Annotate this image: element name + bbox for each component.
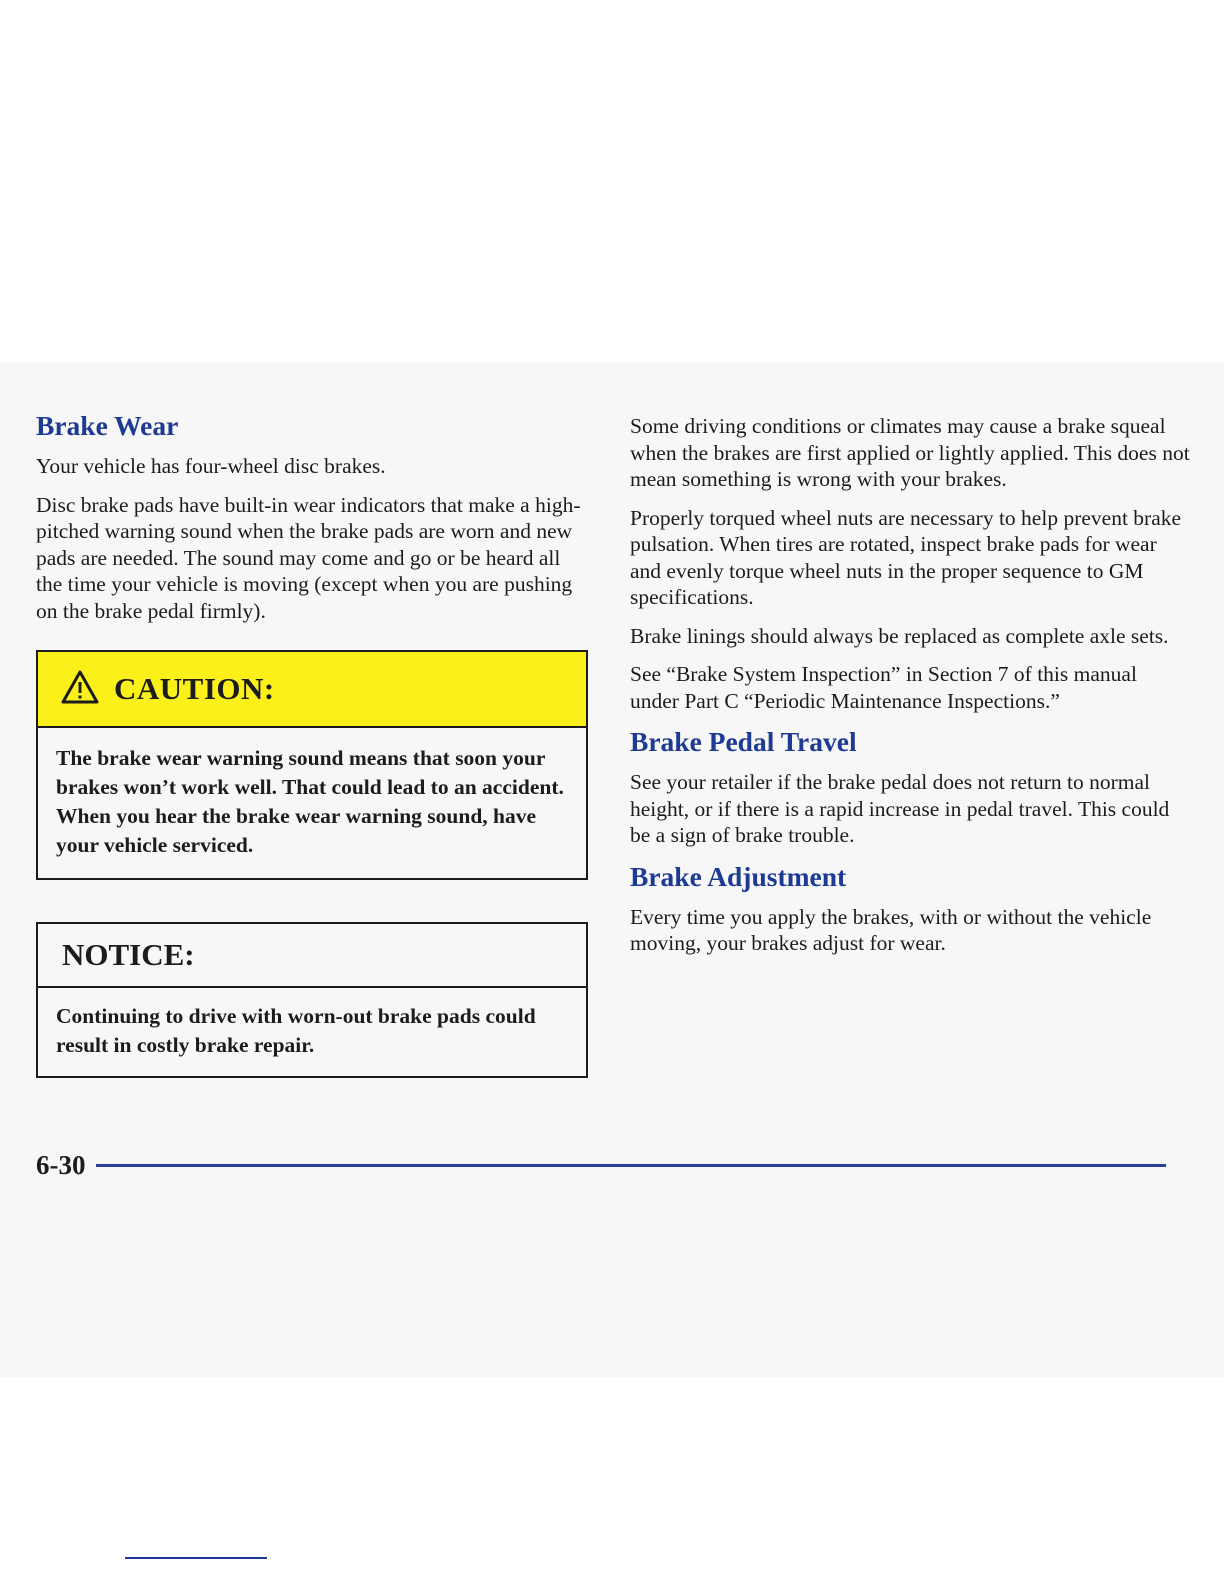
inspection-reference-paragraph: See “Brake System Inspection” in Section 7 of this manual under Part C “Periodic Maintenance Inspections.”: [630, 662, 1137, 713]
pedal-travel-paragraph: See your retailer if the brake pedal does not return to normal height, or if there is a rapid increase in pedal travel. This could be a sign of brake trouble.: [630, 770, 1170, 847]
left-column: [36, 410, 588, 1078]
page-number: 6-30: [36, 1150, 86, 1180]
right-column: [630, 413, 1190, 969]
brake-wear-heading: Brake Wear: [36, 410, 179, 441]
brake-adjustment-heading: Brake Adjustment: [630, 860, 847, 892]
notice-title: NOTICE:: [38, 924, 586, 988]
intro-paragraph: Your vehicle has four-wheel disc brakes.: [36, 454, 386, 478]
page-footer: [36, 1150, 1166, 1181]
linings-paragraph: Brake linings should always be replaced as complete axle sets.: [630, 623, 1169, 648]
notice-text: Continuing to drive with worn-out brake pads could result in costly brake repair.: [56, 1004, 536, 1057]
wheel-nuts-paragraph: Properly torqued wheel nuts are necessary to help prevent brake pulsation. When tires are rotated, inspect brake pads for wear and evenly torque wheel nuts in the proper sequence to GM specifications.: [630, 505, 1182, 609]
brake-pedal-travel-heading: Brake Pedal Travel: [630, 726, 857, 757]
caution-title: CAUTION:: [114, 671, 275, 706]
squeal-paragraph: Some driving conditions or climates may cause a brake squeal when the brakes are first applied or lightly applied. This does not mean something is wrong with your brakes.: [630, 414, 1190, 491]
caution-text: The brake wear warning sound means that soon your brakes won’t work well. That could lead to an accident. When you hear the brake wear warning sound, have your vehicle serviced.: [56, 746, 564, 857]
caution-header: [38, 652, 586, 728]
wear-indicator-paragraph: Disc brake pads have built-in wear indicators that make a high-pitched warning sound when the brake pads are worn and new pads are needed. The sound may come and go or be heard all the time your vehicle is moving (except when you are pushing on the brake pedal firmly).: [36, 492, 581, 623]
adjustment-paragraph: Every time you apply the brakes, with or without the vehicle moving, your brakes adjust for wear.: [630, 904, 1152, 955]
bottom-mark-line: [125, 1557, 267, 1559]
warning-triangle-icon: [60, 669, 114, 710]
notice-box: [36, 922, 588, 1078]
footer-rule: [96, 1164, 1167, 1167]
caution-box: [36, 650, 588, 880]
